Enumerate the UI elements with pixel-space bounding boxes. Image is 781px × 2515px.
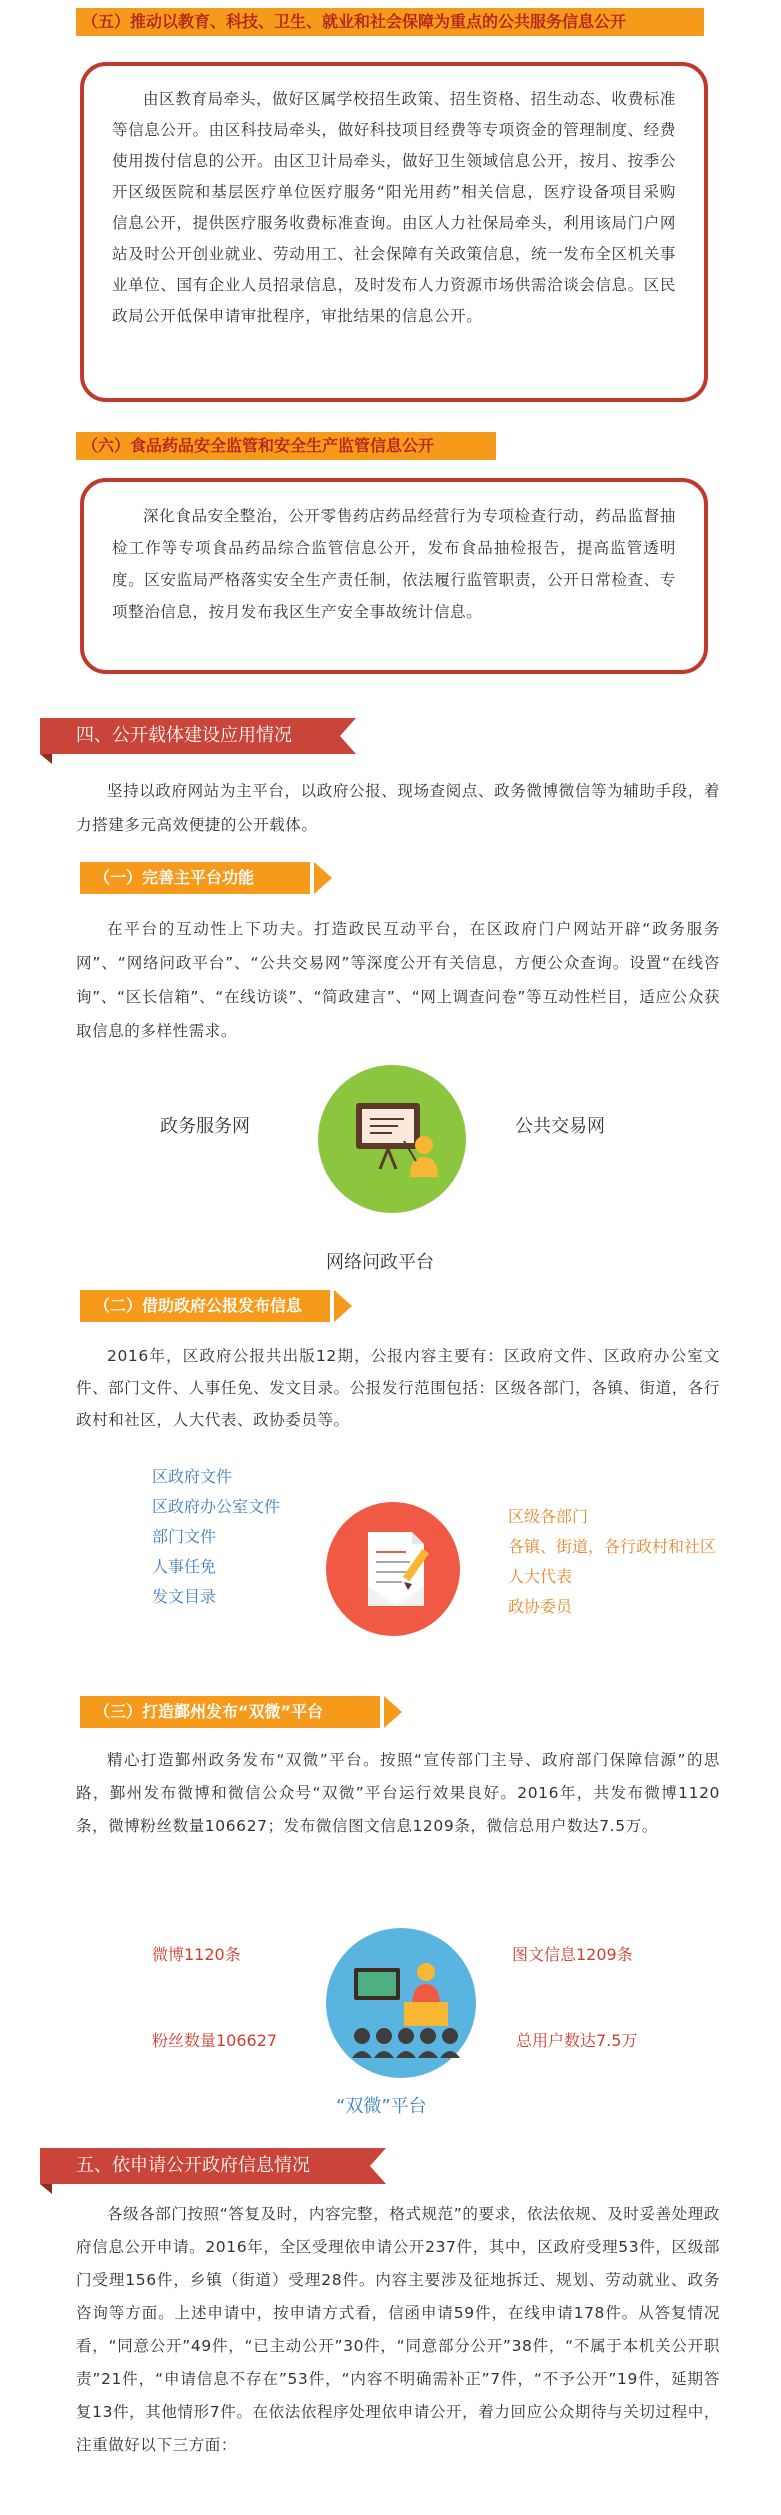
gazette-left-list: [152, 1462, 280, 1612]
tag-arrow: [314, 862, 332, 894]
part4-title: 四、公开载体建设应用情况: [76, 725, 292, 746]
part5-banner: [40, 2148, 370, 2184]
part4-s2-body: 2016年，区政府公报共出版12期，公报内容主要有：区政府文件、区政府办公室文件、部门文件、人事任免、发文目录。公报发行范围包括：区级各部门，各镇、街道，各行政村和社区，人大代表、政协委员等。: [76, 1347, 721, 1429]
part5-title: 五、依申请公开政府信息情况: [76, 2155, 310, 2176]
part4-s1-title-text: （一）完善主平台功能: [94, 868, 255, 887]
tag-arrow: [384, 1696, 402, 1728]
weibo-count: 微博1120条: [152, 1945, 241, 1964]
document-pen-icon: [326, 1502, 460, 1636]
label-gonggong-jiaoyiwang: 公共交易网: [515, 1116, 605, 1137]
weixin-article-count: 图文信息1209条: [512, 1945, 633, 1964]
part5-body-block: [76, 2198, 720, 2462]
sec5-body: 由区教育局牵头，做好区属学校招生政策、招生资格、招生动态、收费标准等信息公开。由区科技局牵头，做好科技项目经费等专项资金的管理制度、经费使用拨付信息的公开。由区卫计局牵头，做好卫生领域信息公开，按月、按季公开区级医院和基层医疗单位医疗服务“阳光用药”相关信息，医疗设备项目采购信息公开，提供医疗服务收费标准查询。由区人力社保局牵头，利用该局门户网站及时公开创业就业、劳动用工、社会保障有关政策信息，统一发布全区机关事业单位、国有企业人员招录信息，及时发布人力资源市场供需洽谈会信息。区民政局公开低保申请审批程序，审批结果的信息公开。: [112, 90, 676, 325]
part4-s3-title-text: （三）打造鄞州发布“双微”平台: [94, 1702, 324, 1721]
part4-banner: [40, 718, 340, 754]
banner-tip: [340, 718, 356, 754]
banner-tip: [370, 2148, 386, 2184]
gazette-content-item: 区政府办公室文件: [152, 1497, 281, 1516]
label-wangluo-wenzheng: 网络问政平台: [326, 1252, 434, 1273]
gazette-content-item: 人事任免: [152, 1557, 217, 1576]
weixin-user-count: 总用户数达7.5万: [516, 2031, 638, 2050]
gazette-right-list: [508, 1502, 716, 1622]
double-micro-caption: “双微”平台: [336, 2096, 427, 2117]
part4-s3-title: [80, 1696, 380, 1728]
classroom-lecture-icon: [326, 1928, 476, 2078]
part4-s1-body: 在平台的互动性上下功夫。打造政民互动平台，在区政府门户网站开辟“政务服务网”、“网络问政平台”、“公共交易网”等深度公开有关信息，方便公众查询。设置“在线咨询”、“区长信箱”、“在线访谈”、“简政建言”、“网上调查问卷”等互动性栏目，适应公众获取信息的多样性需求。: [76, 920, 720, 1040]
part4-s1-body-block: [76, 912, 720, 1048]
part4-intro-block: [76, 774, 720, 842]
gazette-content-item: 发文目录: [152, 1587, 217, 1606]
gazette-content-item: 部门文件: [152, 1527, 217, 1546]
sec5-title: （五）推动以教育、科技、卫生、就业和社会保障为重点的公共服务信息公开: [76, 8, 704, 36]
gazette-distribution-item: 人大代表: [508, 1567, 573, 1586]
gazette-content-item: 区政府文件: [152, 1467, 233, 1486]
sec6-title: （六）食品药品安全监管和安全生产监管信息公开: [76, 432, 496, 460]
tag-arrow: [334, 1290, 352, 1322]
part4-s2-title: [80, 1290, 330, 1322]
part4-s2-body-block: [76, 1340, 720, 1436]
banner-fold: [40, 754, 52, 764]
part4-s1-title: [80, 862, 310, 894]
gazette-distribution-item: 区级各部门: [508, 1507, 589, 1526]
teacher-board-icon: [318, 1065, 466, 1213]
part4-intro: 坚持以政府网站为主平台，以政府公报、现场查阅点、政务微博微信等为辅助手段，着力搭建多元高效便捷的公开载体。: [76, 782, 720, 834]
sec6-content-box: [80, 478, 708, 674]
part4-s3-body-block: [76, 1744, 720, 1843]
sec5-content-box: [80, 62, 708, 402]
banner-fold: [40, 2184, 52, 2194]
part5-body: 各级各部门按照“答复及时，内容完整，格式规范”的要求，依法依规、及时妥善处理政府信息公开申请。2016年，全区受理依申请公开237件，其中，区政府受理53件，区级部门受理156件，乡镇（街道）受理28件。内容主要涉及征地拆迁、规划、劳动就业、政务咨询等方面。上述申请中，按申请方式看，信函申请59件，在线申请178件。从答复情况看，“同意公开”49件，“已主动公开”30件，“同意部分公开”38件，“不属于本机关公开职责”21件，“申请信息不存在”53件，“内容不明确需补正”7件，“不予公开”19件，延期答复13件，其他情形7件。在依法依程序处理依申请公开，着力回应公众期待与关切过程中，注重做好以下三方面：: [76, 2205, 720, 2454]
weibo-fans-count: 粉丝数量106627: [152, 2031, 278, 2050]
label-zhengwu-fuwuwang: 政务服务网: [160, 1116, 250, 1137]
part4-s2-title-text: （二）借助政府公报发布信息: [94, 1296, 303, 1315]
sec6-body: 深化食品安全整治，公开零售药店药品经营行为专项检查行动，药品监督抽检工作等专项食品药品综合监管信息公开，发布食品抽检报告，提高监管透明度。区安监局严格落实安全生产责任制，依法履行监管职责，公开日常检查、专项整治信息，按月发布我区生产安全事故统计信息。: [112, 507, 676, 621]
gazette-distribution-item: 各镇、街道，各行政村和社区: [508, 1537, 717, 1556]
gazette-distribution-item: 政协委员: [508, 1597, 573, 1616]
part4-s3-body: 精心打造鄞州政务发布“双微”平台。按照“宣传部门主导、政府部门保障信源”的思路，鄞州发布微博和微信公众号“双微”平台运行效果良好。2016年，共发布微博1120条，微博粉丝数量106627；发布微信图文信息1209条，微信总用户数达7.5万。: [76, 1751, 720, 1835]
